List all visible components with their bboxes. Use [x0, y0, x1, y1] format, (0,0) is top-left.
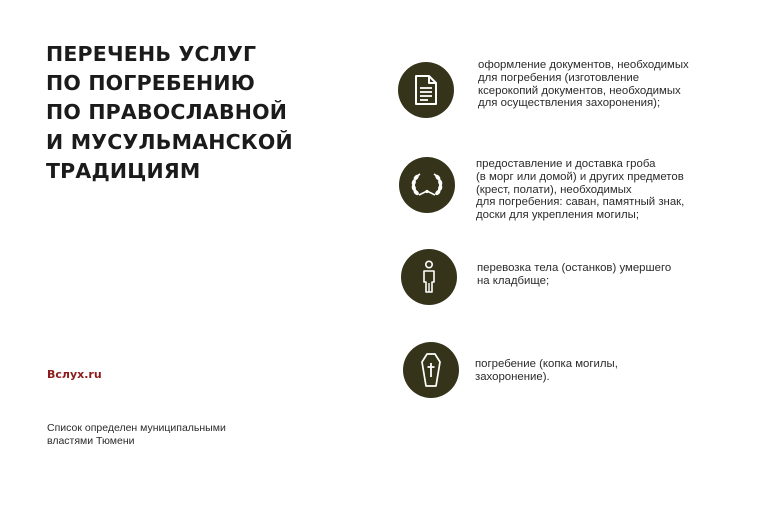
service-line: погребение (копка могилы,	[475, 358, 618, 370]
service-line: на кладбище;	[477, 274, 550, 287]
source-note-line: Список определен муниципальными	[47, 422, 226, 434]
wreath-icon	[399, 157, 455, 213]
service-line: (в морг или домой) и других предметов	[476, 170, 684, 183]
service-transport-text	[477, 262, 737, 288]
service-burial-text	[475, 358, 735, 384]
brand-logo: Вслух.ru	[47, 368, 102, 381]
title-line: ПО ПОГРЕБЕНИЮ	[46, 71, 256, 96]
service-documents-text	[478, 59, 738, 110]
service-line: захоронение).	[475, 370, 550, 383]
source-note-line: властями Тюмени	[47, 434, 135, 447]
service-coffin-items-text	[476, 158, 736, 222]
document-icon-glyph	[414, 75, 438, 105]
coffin-icon-glyph	[421, 353, 441, 387]
title-line: ПЕРЕЧЕНЬ УСЛУГ	[46, 42, 257, 66]
page-title	[46, 40, 346, 186]
service-line: для погребения (изготовление	[478, 71, 640, 84]
service-line: доски для укрепления могилы;	[476, 209, 639, 222]
service-line: перевозка тела (останков) умершего	[477, 262, 672, 274]
source-note	[47, 422, 277, 447]
person-icon	[401, 249, 457, 305]
title-line: ТРАДИЦИЯМ	[46, 158, 201, 183]
wreath-icon-glyph	[409, 170, 445, 200]
service-line: оформление документов, необходимых	[478, 59, 689, 71]
person-icon-glyph	[421, 260, 437, 294]
title-line: ПО ПРАВОСЛАВНОЙ	[46, 100, 288, 125]
title-line: И МУСУЛЬМАНСКОЙ	[46, 129, 293, 154]
coffin-icon	[403, 342, 459, 398]
document-icon	[398, 62, 454, 118]
service-line: для погребения: саван, памятный знак,	[476, 196, 685, 209]
service-line: предоставление и доставка гроба	[476, 158, 656, 170]
service-line: для осуществления захоронения);	[478, 97, 661, 110]
service-line: ксерокопий документов, необходимых	[478, 84, 681, 97]
service-line: (крест, полати), необходимых	[476, 183, 632, 196]
